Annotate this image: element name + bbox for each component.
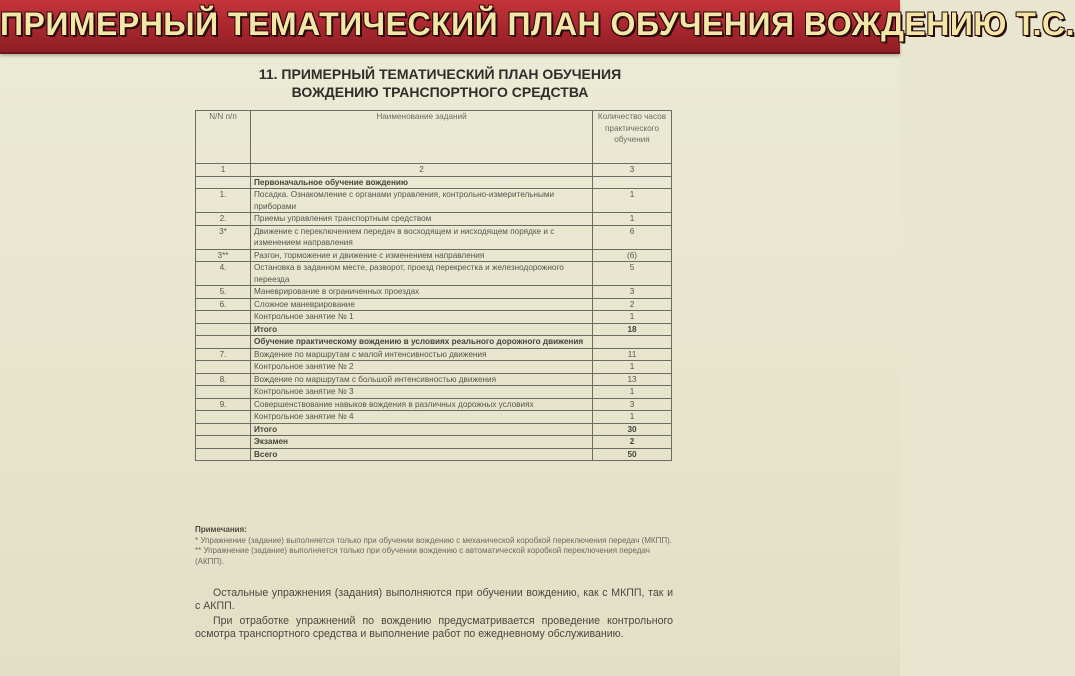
row-number: 8.	[196, 373, 251, 386]
table-body	[196, 176, 672, 461]
row-number: 4.	[196, 262, 251, 286]
document-heading-line1: 11. ПРИМЕРНЫЙ ТЕМАТИЧЕСКИЙ ПЛАН ОБУЧЕНИЯ	[258, 66, 622, 82]
row-number: 2.	[196, 213, 251, 226]
row-number: 6.	[196, 298, 251, 311]
row-number	[196, 411, 251, 424]
row-number: 3*	[196, 225, 251, 249]
table-row	[196, 386, 672, 399]
plan-table	[195, 110, 672, 461]
row-number: 5.	[196, 286, 251, 299]
table-header-row	[196, 111, 672, 164]
table-row	[196, 311, 672, 324]
notes	[195, 525, 675, 567]
row-number: 9.	[196, 398, 251, 411]
row-name: Контрольное занятие № 4	[251, 411, 593, 424]
row-hours: 2	[593, 298, 672, 311]
row-hours: 1	[593, 311, 672, 324]
table-row	[196, 336, 672, 349]
row-name: Сложное маневрирование	[251, 298, 593, 311]
row-name: Совершенствование навыков вождения в различных дорожных условиях	[251, 398, 593, 411]
col-number-1: 1	[196, 164, 251, 177]
table-row	[196, 323, 672, 336]
row-number	[196, 448, 251, 461]
col-number-2: 2	[251, 164, 593, 177]
row-hours: (6)	[593, 249, 672, 262]
row-number: 7.	[196, 348, 251, 361]
row-name: Остановка в заданном месте, разворот, проезд перекрестка и железнодорожного переезда	[251, 262, 593, 286]
table-row	[196, 348, 672, 361]
row-hours: 1	[593, 386, 672, 399]
row-name: Первоначальное обучение вождению	[251, 176, 593, 189]
note-2: ** Упражнение (задание) выполняется только при обучении вождению с автоматической коробкой переключения передач (АКПП).	[195, 546, 650, 566]
row-hours: 30	[593, 423, 672, 436]
table-numbering-row	[196, 164, 672, 177]
row-hours: 11	[593, 348, 672, 361]
row-name: Контрольное занятие № 1	[251, 311, 593, 324]
row-name: Контрольное занятие № 3	[251, 386, 593, 399]
table-row	[196, 411, 672, 424]
row-hours: 13	[593, 373, 672, 386]
table-row	[196, 448, 672, 461]
row-hours: 2	[593, 436, 672, 449]
table-row	[196, 398, 672, 411]
document-heading-line2: ВОЖДЕНИЮ ТРАНСПОРТНОГО СРЕДСТВА	[291, 84, 589, 100]
row-hours: 18	[593, 323, 672, 336]
table-row	[196, 436, 672, 449]
row-number	[196, 176, 251, 189]
row-hours: 1	[593, 189, 672, 213]
table-row	[196, 286, 672, 299]
notes-title: Примечания:	[195, 525, 247, 534]
row-number	[196, 423, 251, 436]
table-row	[196, 423, 672, 436]
table-row	[196, 176, 672, 189]
table-row	[196, 225, 672, 249]
row-number	[196, 386, 251, 399]
row-hours	[593, 336, 672, 349]
paragraph-1: Остальные упражнения (задания) выполняются при обучении вождению, как с МКПП, так и с АКПП.	[195, 587, 673, 612]
row-number	[196, 311, 251, 324]
row-number	[196, 323, 251, 336]
row-hours: 3	[593, 286, 672, 299]
col-number-3: 3	[593, 164, 672, 177]
row-hours: 50	[593, 448, 672, 461]
table-row	[196, 361, 672, 374]
row-hours: 1	[593, 213, 672, 226]
header-hours: Количество часов практического обучения	[593, 111, 672, 164]
row-name: Посадка. Ознакомление с органами управления, контрольно-измерительными приборами	[251, 189, 593, 213]
row-number	[196, 336, 251, 349]
row-number: 1.	[196, 189, 251, 213]
row-number: 3**	[196, 249, 251, 262]
row-name: Обучение практическому вождению в условиях реального дорожного движения	[251, 336, 593, 349]
row-name: Вождение по маршрутам с большой интенсивностью движения	[251, 373, 593, 386]
banner-title: ПРИМЕРНЫЙ ТЕМАТИЧЕСКИЙ ПЛАН ОБУЧЕНИЯ ВОЖДЕНИЮ Т.С.	[0, 6, 1075, 42]
row-hours: 3	[593, 398, 672, 411]
row-name: Приемы управления транспортным средством	[251, 213, 593, 226]
table-row	[196, 373, 672, 386]
row-name: Разгон, торможение и движение с изменением направления	[251, 249, 593, 262]
table-row	[196, 189, 672, 213]
row-name: Всего	[251, 448, 593, 461]
row-number	[196, 361, 251, 374]
title-banner	[0, 0, 1075, 54]
table-row	[196, 298, 672, 311]
row-name: Контрольное занятие № 2	[251, 361, 593, 374]
row-name: Маневрирование в ограниченных проездах	[251, 286, 593, 299]
row-name: Вождение по маршрутам с малой интенсивностью движения	[251, 348, 593, 361]
row-hours: 5	[593, 262, 672, 286]
row-hours: 1	[593, 411, 672, 424]
table-row	[196, 262, 672, 286]
row-number	[196, 436, 251, 449]
row-hours: 1	[593, 361, 672, 374]
row-name: Итого	[251, 323, 593, 336]
table-row	[196, 249, 672, 262]
row-name: Экзамен	[251, 436, 593, 449]
table-row	[196, 213, 672, 226]
paragraph-2: При отработке упражнений по вождению предусматривается проведение контрольного осмотра транспортного средства и выполнение работ по ежедневному обслуживанию.	[195, 615, 673, 640]
header-name: Наименование заданий	[251, 111, 593, 164]
row-hours: 6	[593, 225, 672, 249]
row-name: Итого	[251, 423, 593, 436]
row-name: Движение с переключением передач в восходящем и нисходящем порядке и с изменением направления	[251, 225, 593, 249]
header-number: N/N п/п	[196, 111, 251, 164]
row-hours	[593, 176, 672, 189]
note-1: * Упражнение (задание) выполняется только при обучении вождению с механической коробкой переключения передач (МКПП).	[195, 535, 672, 545]
